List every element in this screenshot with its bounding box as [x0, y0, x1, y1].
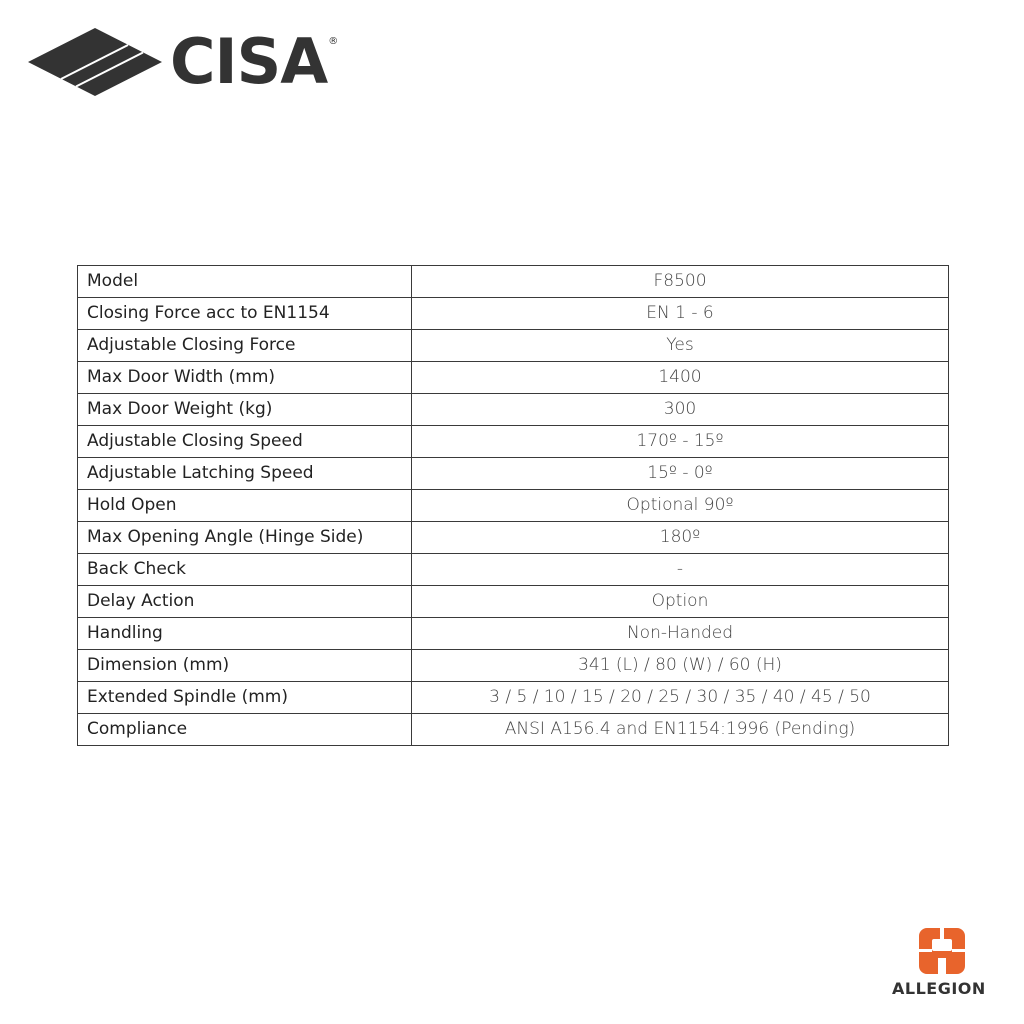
spec-table: [77, 265, 949, 746]
table-row: [78, 426, 949, 458]
spec-label: Max Door Weight (kg): [78, 394, 412, 426]
table-row: [78, 586, 949, 618]
spec-label: Adjustable Closing Force: [78, 330, 412, 362]
table-row: [78, 490, 949, 522]
spec-label: Max Opening Angle (Hinge Side): [78, 522, 412, 554]
spec-label: Hold Open: [78, 490, 412, 522]
table-row: [78, 394, 949, 426]
spec-label: Delay Action: [78, 586, 412, 618]
brand-name: CISA ®: [170, 25, 338, 98]
spec-label: Adjustable Latching Speed: [78, 458, 412, 490]
allegion-wordmark: ALLEGION: [892, 979, 986, 998]
spec-value: Optional 90º: [412, 490, 949, 522]
allegion-mark-icon: [919, 928, 965, 974]
table-row: [78, 714, 949, 746]
table-row: [78, 522, 949, 554]
table-row: [78, 266, 949, 298]
spec-label: Dimension (mm): [78, 650, 412, 682]
spec-value: 15º - 0º: [412, 458, 949, 490]
table-row: [78, 330, 949, 362]
spec-label: Handling: [78, 618, 412, 650]
spec-label: Extended Spindle (mm): [78, 682, 412, 714]
spec-value: 341 (L) / 80 (W) / 60 (H): [412, 650, 949, 682]
spec-value: EN 1 - 6: [412, 298, 949, 330]
spec-label: Model: [78, 266, 412, 298]
table-row: [78, 618, 949, 650]
allegion-logo: [890, 928, 1000, 998]
table-row: [78, 682, 949, 714]
table-row: [78, 554, 949, 586]
spec-label: Compliance: [78, 714, 412, 746]
spec-value: -: [412, 554, 949, 586]
table-row: [78, 650, 949, 682]
spec-value: 1400: [412, 362, 949, 394]
table-row: [78, 458, 949, 490]
spec-label: Adjustable Closing Speed: [78, 426, 412, 458]
spec-value: 180º: [412, 522, 949, 554]
spec-value: Non-Handed: [412, 618, 949, 650]
table-row: [78, 298, 949, 330]
spec-value: 3 / 5 / 10 / 15 / 20 / 25 / 30 / 35 / 40 / 45 / 50: [412, 682, 949, 714]
spec-value: Yes: [412, 330, 949, 362]
cisa-logo: [28, 25, 338, 98]
spec-value: F8500: [412, 266, 949, 298]
cisa-diamond-icon: [28, 28, 162, 96]
table-row: [78, 362, 949, 394]
spec-value: Option: [412, 586, 949, 618]
spec-label: Closing Force acc to EN1154: [78, 298, 412, 330]
spec-label: Max Door Width (mm): [78, 362, 412, 394]
spec-label: Back Check: [78, 554, 412, 586]
spec-value: 300: [412, 394, 949, 426]
spec-value: 170º - 15º: [412, 426, 949, 458]
spec-value: ANSI A156.4 and EN1154:1996 (Pending): [412, 714, 949, 746]
